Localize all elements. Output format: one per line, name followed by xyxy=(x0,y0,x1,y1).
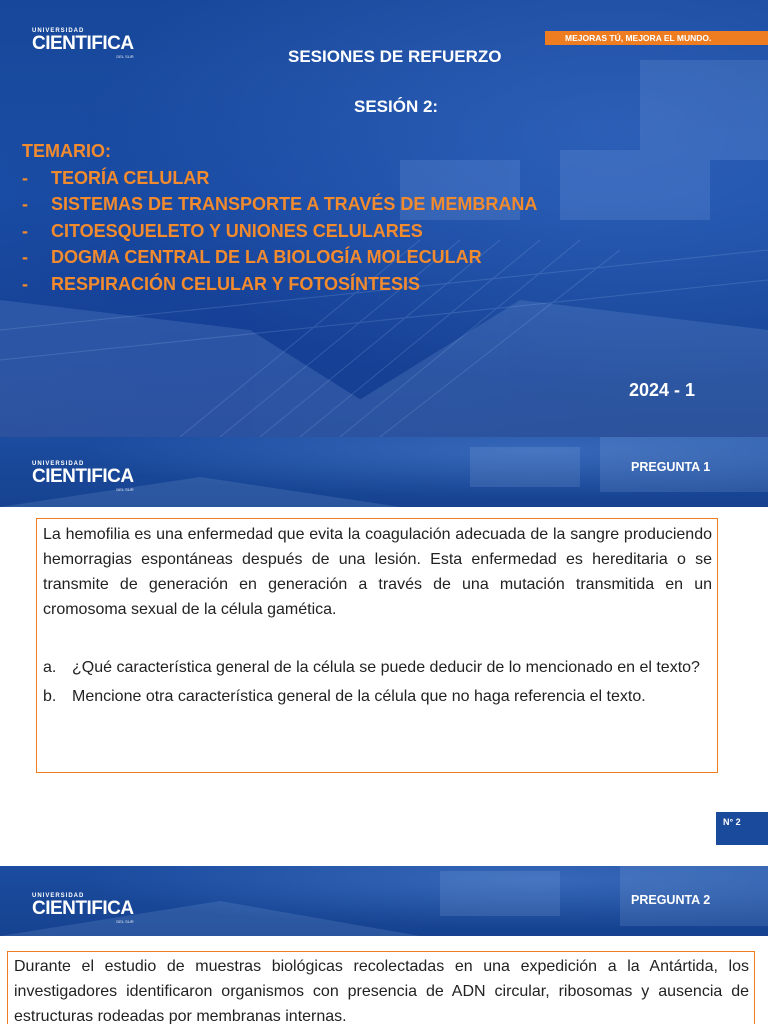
logo-university-text: UNIVERSIDAD xyxy=(32,461,85,467)
temario-item: - TEORÍA CELULAR xyxy=(22,165,537,192)
temario-item: - RESPIRACIÓN CELULAR Y FOTOSÍNTESIS xyxy=(22,271,537,298)
question-item xyxy=(43,655,712,680)
academic-year: 2024 - 1 xyxy=(629,380,696,400)
temario-item: - DOGMA CENTRAL DE LA BIOLOGÍA MOLECULAR xyxy=(22,244,537,271)
logo-since-text: DEL SUR xyxy=(116,487,134,492)
slogan-banner: MEJORAS TÚ, MEJORA EL MUNDO. xyxy=(545,31,768,45)
question-text: Mencione otra característica general de la célula que no haga referencia el texto. xyxy=(72,688,646,705)
temario-item: - SISTEMAS DE TRANSPORTE A TRAVÉS DE MEMBRANA xyxy=(22,191,537,218)
logo-since-text: DEL SUR xyxy=(116,919,134,924)
question-marker: a. xyxy=(43,659,57,676)
question-header-band xyxy=(0,866,768,936)
cover-slide xyxy=(0,0,768,437)
logo-name-text: CIENTIFICA xyxy=(32,33,134,54)
question-header-band xyxy=(0,437,768,507)
university-logo xyxy=(32,893,134,924)
temario-section xyxy=(22,138,537,297)
university-logo xyxy=(32,28,134,59)
question-box xyxy=(7,951,755,1024)
temario-heading: TEMARIO: xyxy=(22,141,111,161)
question-text: ¿Qué característica general de la célula se puede deducir de lo mencionado en el texto? xyxy=(72,659,700,676)
temario-item: - CITOESQUELETO Y UNIONES CELULARES xyxy=(22,218,537,245)
temario-list xyxy=(22,165,537,298)
session-title: SESIONES DE REFUERZO xyxy=(288,47,502,66)
logo-since-text: DEL SUR xyxy=(116,54,134,59)
logo-name-text: CIENTIFICA xyxy=(32,466,134,487)
logo-name-text: CIENTIFICA xyxy=(32,898,134,919)
question-box xyxy=(36,518,718,773)
session-subtitle: SESIÓN 2: xyxy=(354,97,439,116)
question-label: PREGUNTA 2 xyxy=(631,893,711,907)
question-marker: b. xyxy=(43,688,57,705)
logo-university-text: UNIVERSIDAD xyxy=(32,28,85,34)
logo-university-text: UNIVERSIDAD xyxy=(32,893,85,899)
question-paragraph: Durante el estudio de muestras biológicas recolectadas en una expedición a la Antártida, los investigadores identificaron organismos con presencia de ADN circular, ribosomas y ausencia de estructuras rodeadas por membranas internas. xyxy=(14,958,749,1024)
university-logo xyxy=(32,461,134,492)
question-list xyxy=(43,655,712,709)
question-paragraph: La hemofilia es una enfermedad que evita la coagulación adecuada de la sangre produciendo hemorragias espontáneas después de una lesión. Esta enfermedad es hereditaria o se transmite de generación en generación a través de una mutación transmitida en un cromosoma sexual de la célula gamética. xyxy=(43,526,712,618)
page-number-badge: N° 2 xyxy=(716,812,768,845)
question-label: PREGUNTA 1 xyxy=(631,460,711,474)
question-item xyxy=(43,684,712,709)
